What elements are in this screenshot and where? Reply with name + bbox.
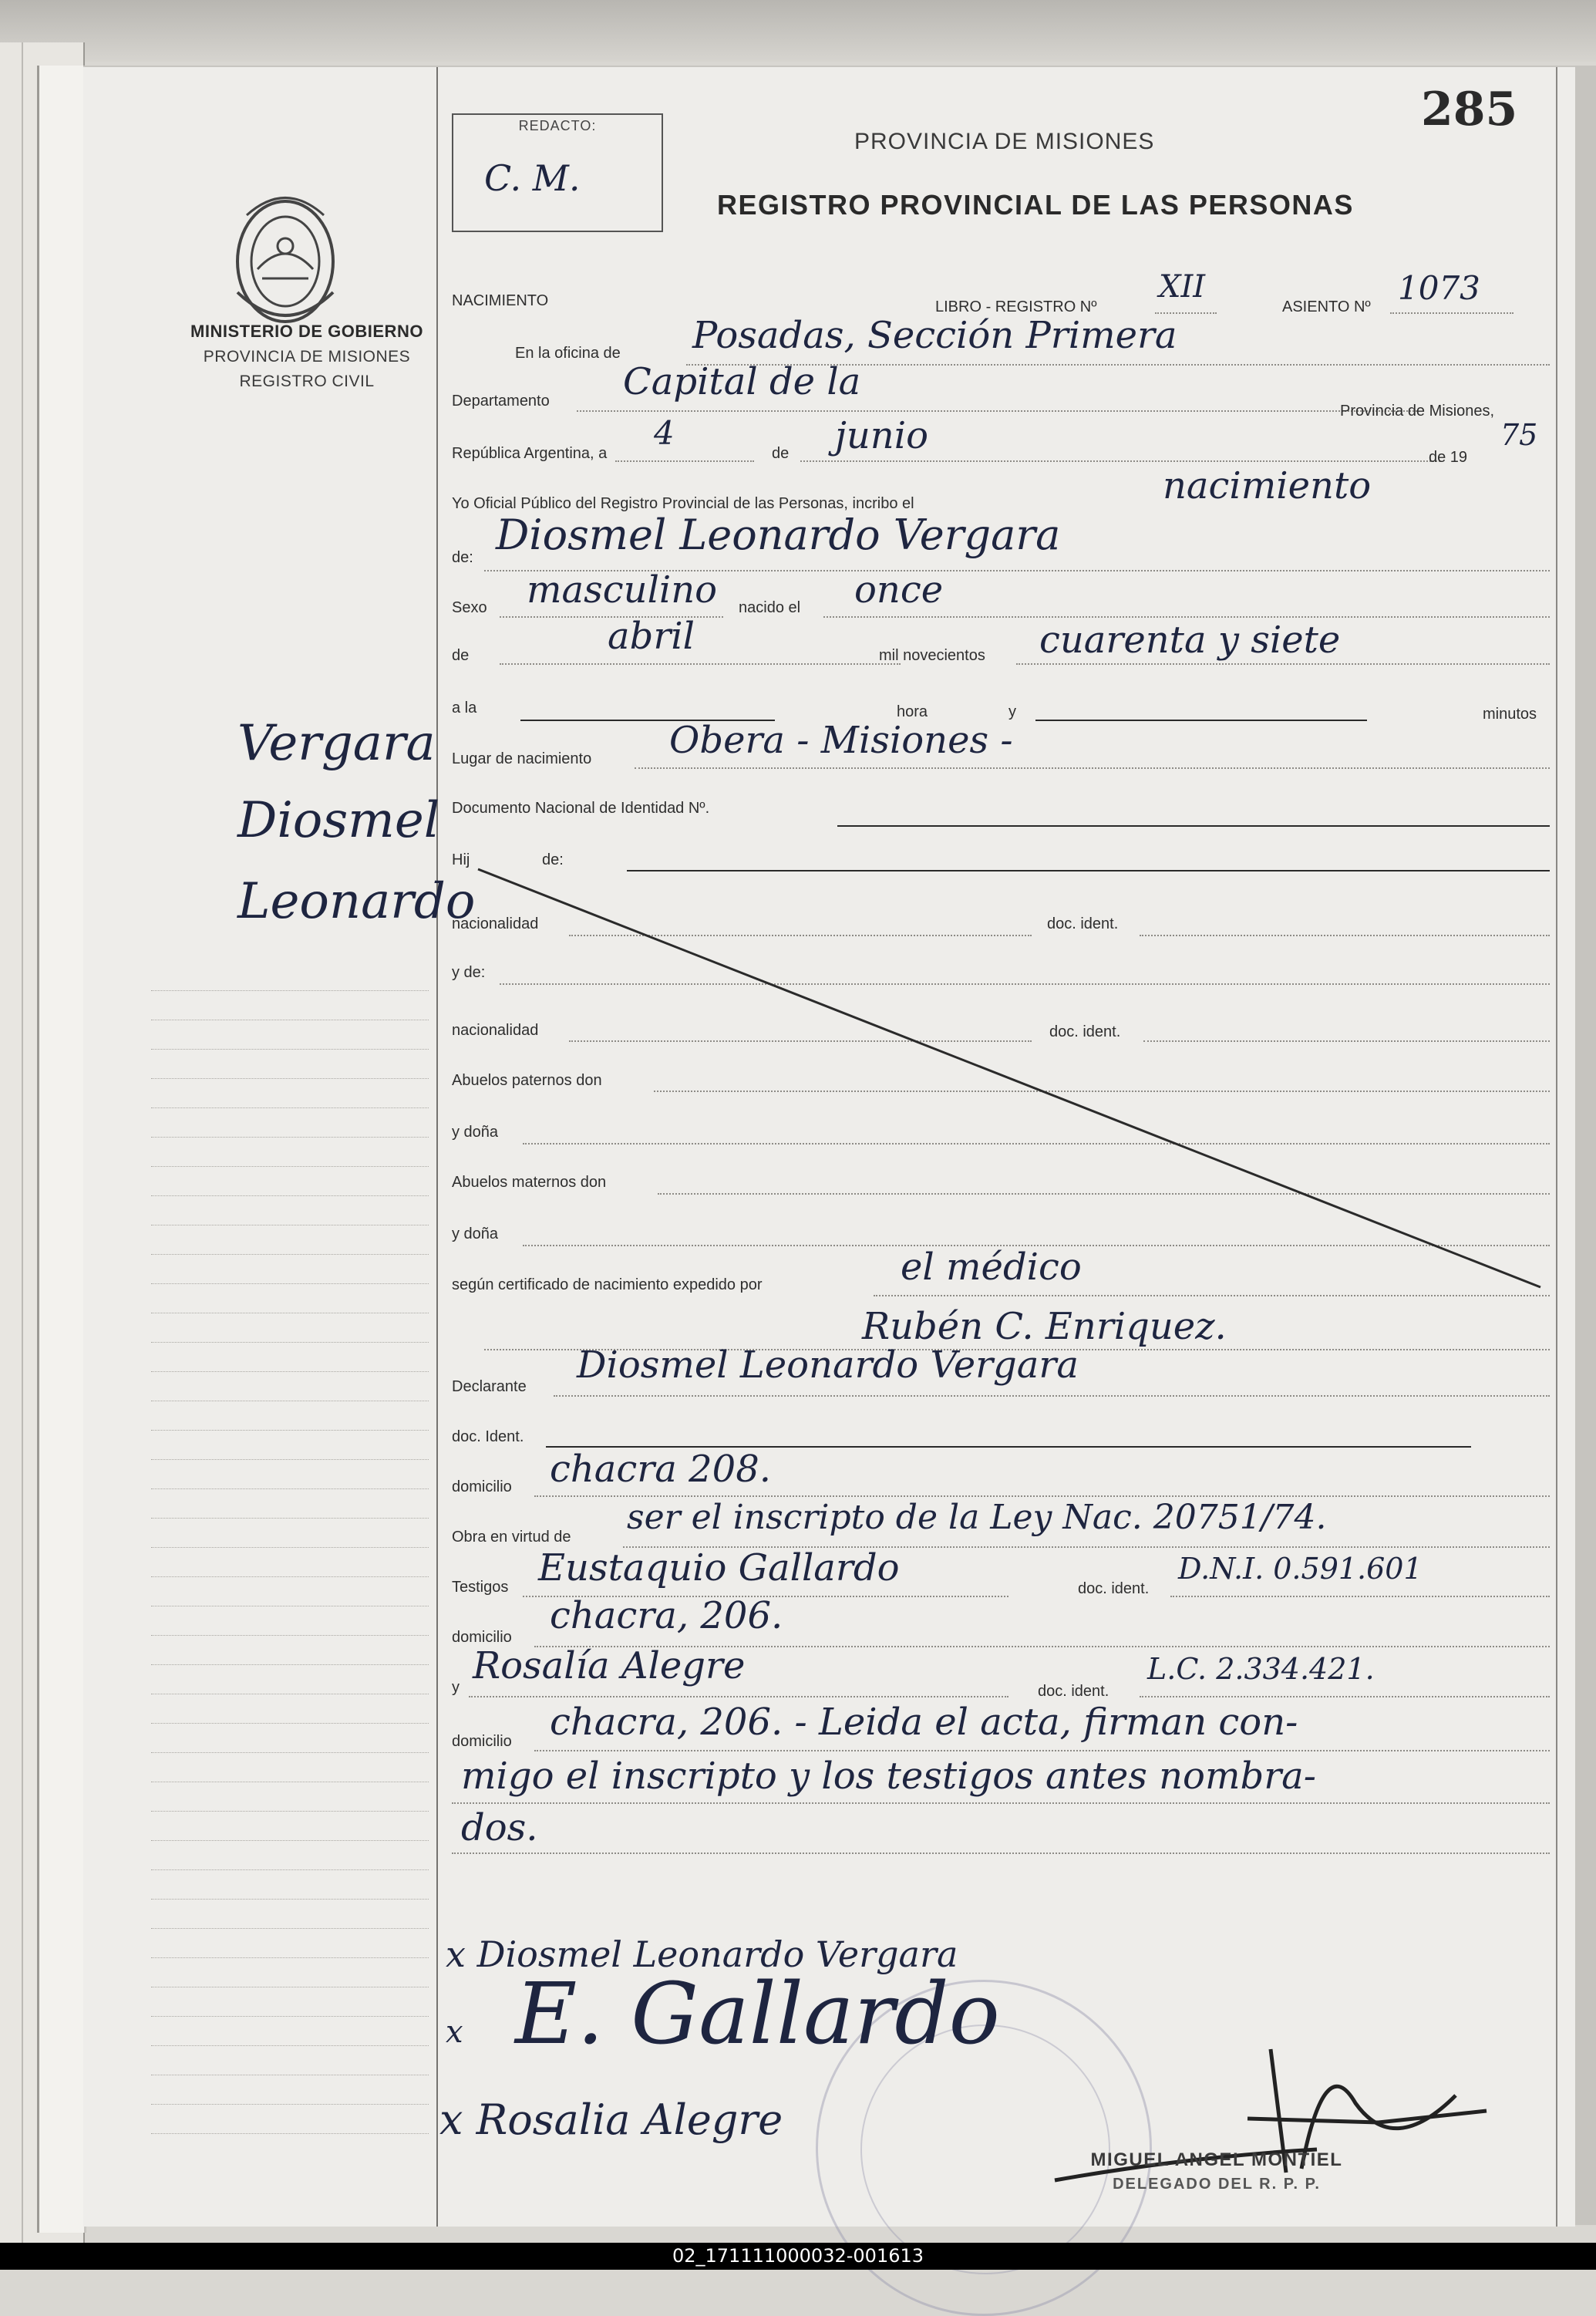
abpat-label: Abuelos paternos don: [452, 1072, 602, 1089]
observation-line-3: dos.: [461, 1806, 538, 1849]
segun-value-1: el médico: [901, 1246, 1082, 1289]
mil-label: mil novecientos: [879, 647, 985, 664]
domicilio2-label: domicilio: [452, 1629, 512, 1646]
book-edge-top: [0, 0, 1596, 62]
provincia-label: Provincia de Misiones,: [1340, 403, 1495, 420]
dni-label: Documento Nacional de Identidad Nº.: [452, 800, 710, 817]
minutos-label: minutos: [1483, 706, 1537, 723]
year-label: de 19: [1429, 449, 1468, 466]
ministry-registry: REGISTRO CIVIL: [239, 373, 375, 390]
official-title: DELEGADO DEL R. P. P.: [1113, 2176, 1321, 2193]
oficina-label: En la oficina de: [515, 345, 621, 362]
asiento-label: ASIENTO Nº: [1282, 298, 1371, 315]
hij-label: Hij: [452, 851, 470, 868]
testigo1-doc: D.N.I. 0.591.601: [1178, 1552, 1423, 1586]
departamento-label: Departamento: [452, 393, 550, 410]
yde-label: y de:: [452, 964, 486, 981]
ala-label: a la: [452, 700, 477, 716]
name-value: Diosmel Leonardo Vergara: [496, 511, 1061, 559]
strike-through-line: [83, 67, 1575, 2227]
libro-label: LIBRO - REGISTRO Nº: [935, 298, 1097, 315]
official-block: [1086, 2149, 1348, 2193]
mes-value: abril: [608, 615, 695, 658]
docid1-label: doc. ident.: [1047, 915, 1119, 932]
lugar-value: Obera - Misiones -: [669, 719, 1013, 762]
signature-registrant: x Diosmel Leonardo Vergara: [446, 1933, 958, 1975]
asiento-value: 1073: [1398, 269, 1480, 307]
oficial-label: Yo Oficial Público del Registro Provincial de las Personas, incribo el: [452, 495, 914, 512]
nacido-value: once: [854, 568, 944, 612]
oficina-value: Posadas, Sección Primera: [692, 314, 1177, 357]
signature-witness1: E. Gallardo: [515, 1964, 1000, 2063]
republica-label: República Argentina, a: [452, 445, 608, 462]
day-value: 4: [654, 414, 675, 452]
de2-label: de: [452, 647, 470, 664]
page-right-edge: [1575, 66, 1596, 2225]
lugar-label: Lugar de nacimiento: [452, 750, 592, 767]
domicilio1-label: domicilio: [452, 1478, 512, 1495]
nacido-label: nacido el: [739, 599, 801, 616]
testigos-label: Testigos: [452, 1579, 509, 1596]
signature-witness2: x Rosalia Alegre: [439, 2095, 783, 2144]
abmat-label: Abuelos maternos don: [452, 1174, 607, 1191]
libro-value: XII: [1159, 269, 1206, 305]
sexo-value: masculino: [527, 568, 718, 612]
ministry-province: PROVINCIA DE MISIONES: [203, 348, 411, 366]
margin-surname: Vergara: [237, 715, 436, 772]
y2-label: y: [452, 1679, 460, 1696]
sexo-label: Sexo: [452, 599, 487, 616]
departamento-value: Capital de la: [623, 360, 861, 403]
oficial-value: nacimiento: [1163, 464, 1372, 507]
segun-value-2: Rubén C. Enriquez.: [862, 1305, 1227, 1348]
de-label: de: [772, 445, 790, 462]
domicilio2-value: chacra, 206.: [550, 1594, 783, 1637]
redacto-value: C. M.: [484, 157, 581, 199]
observation-line-2: migo el inscripto y los testigos antes nombra-: [461, 1755, 1316, 1798]
declarante-label: Declarante: [452, 1378, 527, 1395]
declarante-value: Diosmel Leonardo Vergara: [577, 1343, 1079, 1387]
signature-witness1-mark: x: [446, 2014, 463, 2050]
de-colon-label: de:: [452, 549, 473, 566]
page-number: 285: [1421, 83, 1518, 137]
anio-value: cuarenta y siete: [1039, 619, 1341, 662]
y-label: y: [1008, 703, 1016, 720]
nac2-label: nacionalidad: [452, 1022, 539, 1039]
ydona1-label: y doña: [452, 1124, 499, 1141]
nac1-label: nacionalidad: [452, 915, 539, 932]
hora-label: hora: [897, 703, 928, 720]
domicilio3-value: chacra, 206. - Leida el acta, firman con-: [550, 1701, 1298, 1744]
redacto-label: REDACTO:: [518, 118, 597, 133]
ydona2-label: y doña: [452, 1225, 499, 1242]
year-value: 75: [1500, 418, 1538, 452]
ministry-title: MINISTERIO DE GOBIERNO: [190, 322, 423, 341]
docid5-label: doc. ident.: [1038, 1683, 1109, 1700]
margin-first-name: Diosmel: [237, 792, 440, 849]
book-binding: [37, 66, 86, 2233]
hij-de-label: de:: [542, 851, 564, 868]
domicilio1-value: chacra 208.: [550, 1448, 771, 1491]
testigo2-doc: L.C. 2.334.421.: [1147, 1652, 1375, 1686]
testigo1-value: Eustaquio Gallardo: [538, 1546, 900, 1590]
docid4-label: doc. ident.: [1078, 1580, 1150, 1597]
obra-label: Obra en virtud de: [452, 1529, 571, 1546]
domicilio3-label: domicilio: [452, 1733, 512, 1750]
testigo2-value: Rosalía Alegre: [473, 1644, 746, 1687]
official-name: MIGUEL ANGEL MONTIEL: [1090, 2149, 1343, 2170]
margin-middle-name: Leonardo: [237, 873, 476, 930]
image-id-footer: 02_171111000032-001613: [0, 2243, 1596, 2270]
registry-heading: REGISTRO PROVINCIAL DE LAS PERSONAS: [717, 189, 1354, 221]
registry-page: [83, 66, 1575, 2227]
docid2-label: doc. ident.: [1049, 1023, 1121, 1040]
docid3-label: doc. Ident.: [452, 1428, 524, 1445]
province-heading: PROVINCIA DE MISIONES: [854, 129, 1155, 154]
month-value: junio: [835, 414, 928, 457]
segun-label: según certificado de nacimiento expedido por: [452, 1276, 763, 1293]
nacimiento-label: NACIMIENTO: [452, 292, 549, 309]
obra-value: ser el inscripto de la Ley Nac. 20751/74.: [627, 1498, 1327, 1537]
